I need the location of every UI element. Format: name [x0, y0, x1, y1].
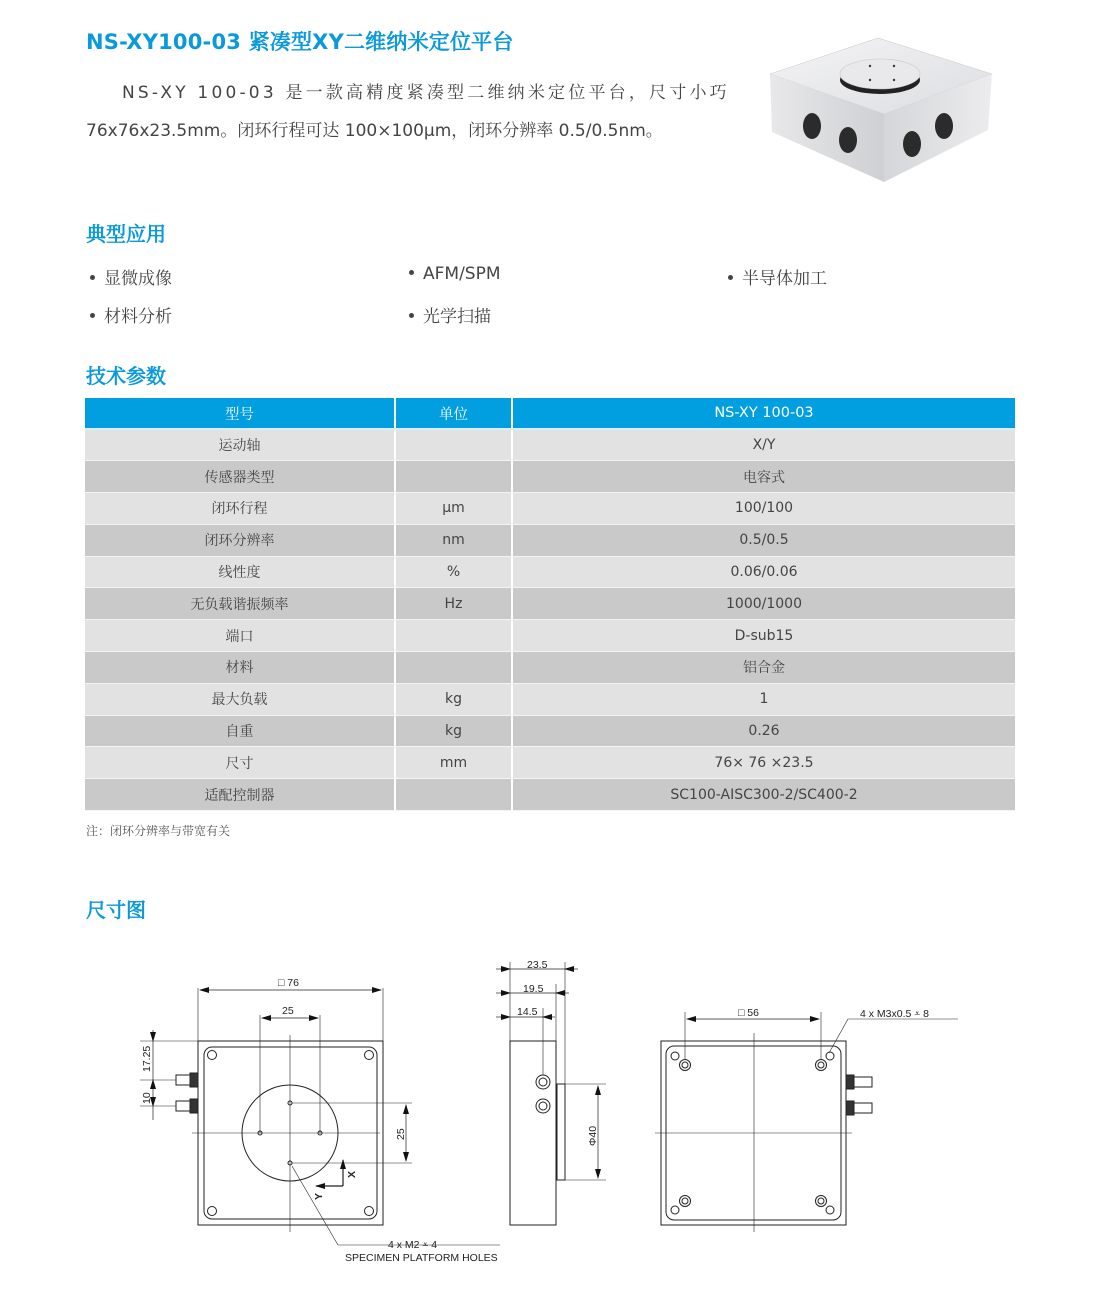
- value-cell: 0.5/0.5: [512, 524, 1015, 556]
- callout-mount-holes: 4 x M3x0.5 ⩡ 8: [860, 1008, 929, 1020]
- intro-line-2: 76x76x23.5mm。闭环行程可达 100×100μm，闭环分辨率 0.5/0.5nm。: [86, 121, 663, 141]
- dim-hole-spacing-v: 25: [395, 1128, 407, 1140]
- value-cell: D-sub15: [512, 620, 1015, 652]
- dim-bottom-width: □ 56: [738, 1007, 759, 1019]
- callout-holes-desc: SPECIMEN PLATFORM HOLES: [345, 1252, 498, 1264]
- side-view: [496, 962, 606, 1225]
- bullet-icon: [90, 313, 95, 318]
- value-cell: 1: [512, 683, 1015, 715]
- dimension-drawing: [0, 940, 1100, 1280]
- table-row: [85, 493, 1015, 525]
- bullet-icon: [409, 313, 414, 318]
- bullet-icon: [409, 270, 414, 275]
- unit-cell: nm: [395, 524, 512, 556]
- callout-holes: 4 x M2 ⩡ 4: [388, 1239, 438, 1251]
- value-cell: 铝合金: [512, 652, 1015, 684]
- dim-side-23-5: 23.5: [527, 959, 548, 971]
- value-cell: 0.26: [512, 715, 1015, 747]
- value-cell: SC100-AISC300-2/SC400-2: [512, 779, 1015, 811]
- page-title: NS-XY100-03 紧凑型XY二维纳米定位平台: [86, 30, 514, 54]
- table-row: [85, 556, 1015, 588]
- list-item: AFM/SPM: [409, 264, 501, 284]
- unit-cell: mm: [395, 747, 512, 779]
- value-cell: 0.06/0.06: [512, 556, 1015, 588]
- dim-side-19-5: 19.5: [523, 983, 544, 995]
- table-row: [85, 683, 1015, 715]
- unit-cell: kg: [395, 683, 512, 715]
- param-cell: 自重: [85, 715, 395, 747]
- unit-cell: [395, 779, 512, 811]
- applications-heading: 典型应用: [86, 222, 166, 246]
- intro-paragraph: [86, 74, 730, 150]
- unit-cell: [395, 620, 512, 652]
- dim-diameter: Φ40: [587, 1125, 599, 1146]
- list-item: 光学扫描: [409, 302, 491, 327]
- value-cell: 76× 76 ×23.5: [512, 747, 1015, 779]
- bullet-icon: [90, 275, 95, 280]
- spec-table: [85, 398, 1015, 811]
- value-cell: 电容式: [512, 461, 1015, 493]
- unit-cell: %: [395, 556, 512, 588]
- dimensions-heading: 尺寸图: [86, 898, 146, 922]
- dim-side-14-5: 14.5: [517, 1006, 538, 1018]
- list-item: 半导体加工: [728, 264, 827, 289]
- table-row: [85, 429, 1015, 461]
- value-cell: 100/100: [512, 493, 1015, 525]
- unit-cell: μm: [395, 493, 512, 525]
- value-cell: X/Y: [512, 429, 1015, 461]
- axis-x-label: X: [346, 1170, 358, 1178]
- param-cell: 运动轴: [85, 429, 395, 461]
- table-row: [85, 524, 1015, 556]
- param-cell: 尺寸: [85, 747, 395, 779]
- value-cell: 1000/1000: [512, 588, 1015, 620]
- intro-line-1: NS-XY 100-03 是一款高精度紧凑型二维纳米定位平台，尺寸小巧: [122, 83, 730, 103]
- param-cell: 闭环行程: [85, 493, 395, 525]
- product-image: [760, 36, 1000, 186]
- column-header-unit: 单位: [395, 398, 512, 429]
- param-cell: 端口: [85, 620, 395, 652]
- table-row: [85, 652, 1015, 684]
- spec-note: 注：闭环分辨率与带宽有关: [86, 824, 231, 838]
- bullet-icon: [728, 275, 733, 280]
- unit-cell: [395, 429, 512, 461]
- list-item: 显微成像: [90, 264, 172, 289]
- list-item: 材料分析: [90, 302, 172, 327]
- table-row: [85, 779, 1015, 811]
- bottom-view: [655, 1012, 958, 1232]
- table-row: [85, 747, 1015, 779]
- param-cell: 传感器类型: [85, 461, 395, 493]
- unit-cell: [395, 652, 512, 684]
- table-header-row: [85, 398, 1015, 429]
- param-cell: 线性度: [85, 556, 395, 588]
- column-header-value: NS-XY 100-03: [512, 398, 1015, 429]
- table-row: [85, 715, 1015, 747]
- table-row: [85, 461, 1015, 493]
- dim-connector-offset: 17.25: [141, 1045, 153, 1072]
- axis-y-label: Y: [313, 1192, 325, 1200]
- table-row: [85, 620, 1015, 652]
- param-cell: 适配控制器: [85, 779, 395, 811]
- unit-cell: Hz: [395, 588, 512, 620]
- param-cell: 材料: [85, 652, 395, 684]
- top-view: [140, 988, 500, 1245]
- param-cell: 无负载谐振频率: [85, 588, 395, 620]
- table-row: [85, 588, 1015, 620]
- unit-cell: [395, 461, 512, 493]
- dim-top-width: □ 76: [278, 977, 299, 989]
- column-header-model: 型号: [85, 398, 395, 429]
- unit-cell: kg: [395, 715, 512, 747]
- param-cell: 最大负载: [85, 683, 395, 715]
- dim-connector-pitch: 10: [141, 1092, 153, 1104]
- specs-heading: 技术参数: [86, 364, 166, 388]
- param-cell: 闭环分辨率: [85, 524, 395, 556]
- dim-hole-spacing-h: 25: [282, 1005, 294, 1017]
